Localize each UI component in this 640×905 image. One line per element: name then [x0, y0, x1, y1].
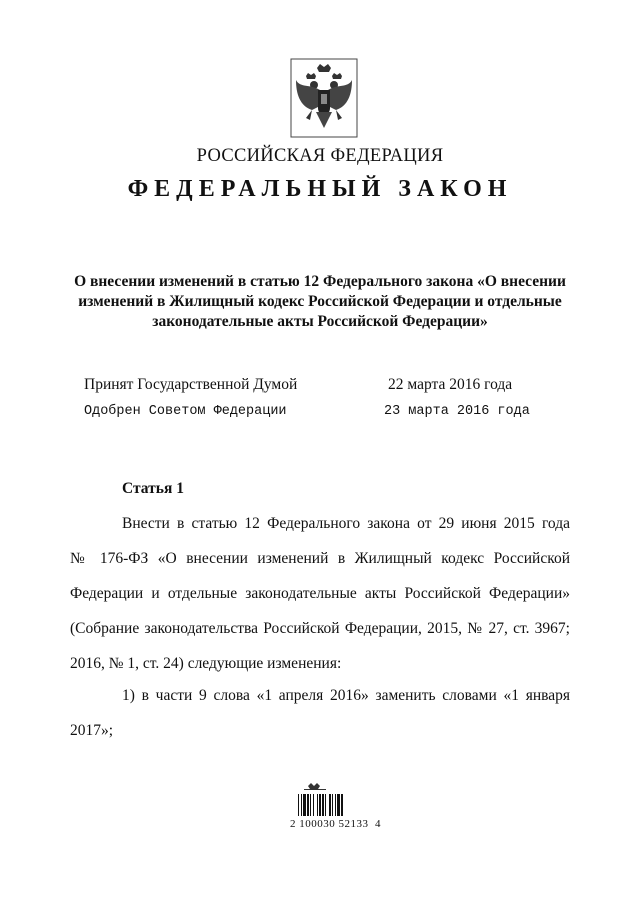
coat-of-arms-emblem	[290, 58, 358, 138]
article-paragraph	[70, 514, 570, 694]
item-line: 2017»;	[70, 722, 114, 739]
barcode-bar	[337, 794, 340, 816]
article-item-1	[70, 686, 570, 746]
council-approval-date: 23 марта 2016 года	[384, 404, 530, 419]
paragraph-line: Федерации и отдельные законодательные акты Российской Федерации»	[70, 585, 570, 602]
item-line: 1) в части 9 слова «1 апреля 2016» заменить словами «1 января	[122, 687, 570, 704]
article-heading: Статья 1	[122, 480, 184, 497]
barcode-bar	[322, 794, 324, 816]
council-approval-label: Одобрен Советом Федерации	[84, 404, 287, 419]
barcode-bar	[303, 794, 306, 816]
paragraph-line: № 176-ФЗ «О внесении изменений в Жилищный кодекс Российской	[70, 550, 570, 567]
barcode-bar	[307, 794, 309, 816]
duma-adoption-date: 22 марта 2016 года	[388, 376, 513, 393]
law-title	[70, 272, 570, 332]
barcode-bar	[313, 794, 314, 816]
country-heading: РОССИЙСКАЯ ФЕДЕРАЦИЯ	[196, 146, 444, 166]
law-title-line: О внесении изменений в статью 12 Федерального закона «О внесении	[74, 273, 566, 290]
duma-adoption-label: Принят Государственной Думой	[84, 376, 298, 393]
barcode-bar	[332, 794, 333, 816]
barcode-bar	[341, 794, 343, 816]
barcode-bar	[301, 794, 302, 816]
barcode-bar	[317, 794, 318, 816]
law-title-line: законодательные акты Российской Федерации»	[152, 313, 488, 330]
law-type-heading: ФЕДЕРАЛЬНЫЙ ЗАКОН	[127, 176, 513, 202]
paragraph-line: (Собрание законодательства Российской Федерации, 2015, № 27, ст. 3967;	[70, 620, 570, 637]
barcode-bar	[298, 794, 299, 816]
paragraph-line: 2016, № 1, ст. 24) следующие изменения:	[70, 655, 342, 672]
barcode-number: 2 100030 52133 4	[290, 818, 381, 830]
barcode-bar	[335, 794, 336, 816]
barcode-bar	[325, 794, 326, 816]
barcode-bar	[319, 794, 321, 816]
paragraph-line: Внести в статью 12 Федерального закона от 29 июня 2015 года	[122, 515, 570, 532]
barcode-bar	[329, 794, 331, 816]
barcode-bar	[310, 794, 311, 816]
document-barcode	[290, 780, 381, 836]
law-title-line: изменений в Жилищный кодекс Российской Федерации и отдельные	[78, 293, 562, 310]
